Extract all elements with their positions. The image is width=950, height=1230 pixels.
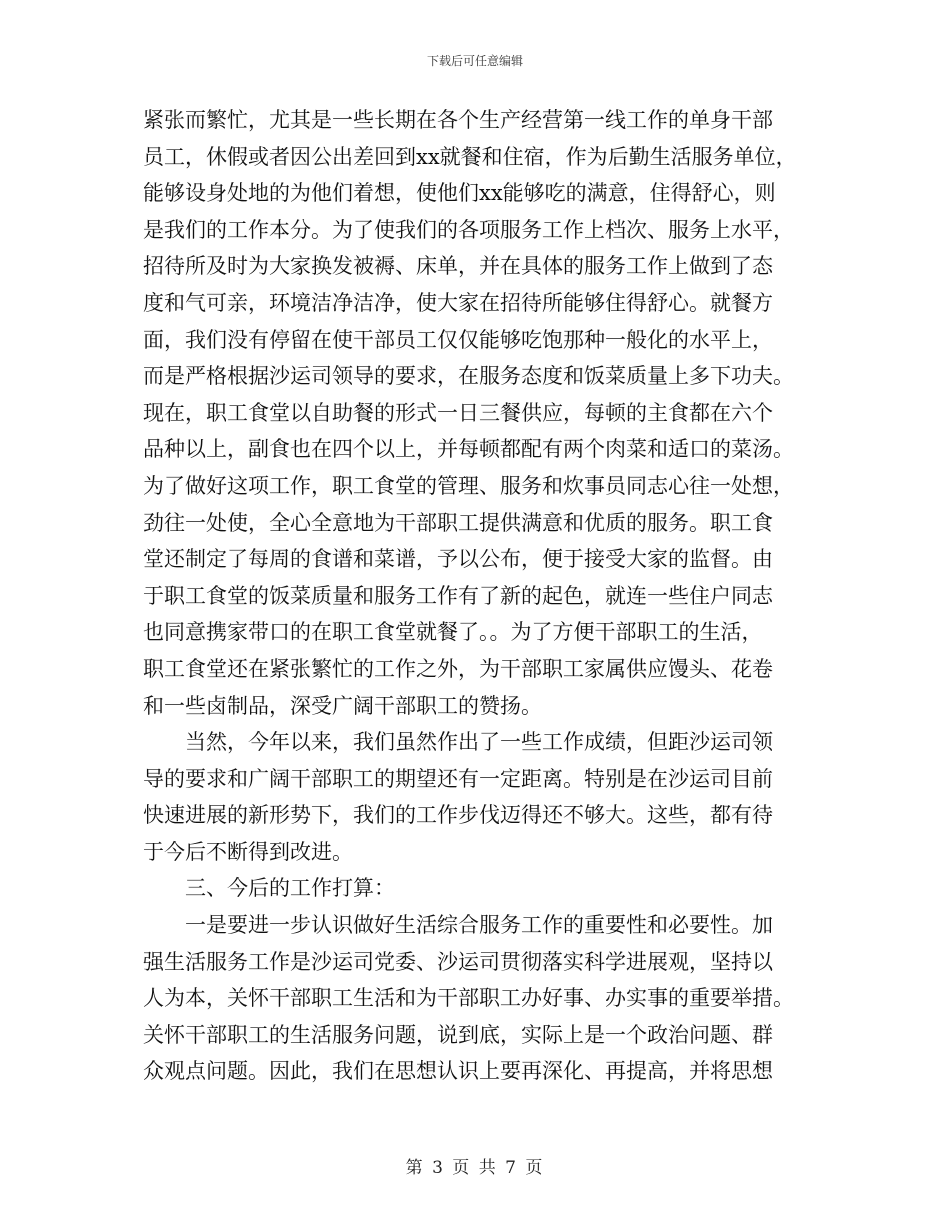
document-body xyxy=(143,102,807,1090)
text-line: 和一些卤制品，深受广阔干部职工的赞扬。 xyxy=(143,693,542,718)
text-line: 员工，休假或者因公出差回到xx就餐和住宿，作为后勤生活服务单位， xyxy=(143,144,797,169)
text-line: 现在，职工食堂以自助餐的形式一日三餐供应，每顿的主食都在六个 xyxy=(143,400,773,425)
text-line: 于职工食堂的饭菜质量和服务工作有了新的起色，就连一些住户同志 xyxy=(143,583,773,608)
text-line: 为了做好这项工作，职工食堂的管理、服务和炊事员同志心往一处想， xyxy=(143,473,794,498)
text-line: 紧张而繁忙，尤其是一些长期在各个生产经营第一线工作的单身干部 xyxy=(143,108,773,132)
page-header: 下载后可任意编辑 xyxy=(426,54,523,68)
text-line: 招待所及时为大家换发被褥、床单，并在具体的服务工作上做到了态 xyxy=(143,254,773,279)
text-line: 于今后不断得到改进。 xyxy=(143,839,353,864)
text-line: 度和气可亲，环境洁净洁净，使大家在招待所能够住得舒心。就餐方 xyxy=(143,290,773,315)
text-line: 品种以上，副食也在四个以上，并每顿都配有两个肉菜和适口的菜汤。 xyxy=(143,437,794,462)
text-line: 劲往一处使，全心全意地为干部职工提供满意和优质的服务。职工食 xyxy=(143,510,773,535)
text-line: 而是严格根据沙运司领导的要求，在服务态度和饭菜质量上多下功夫。 xyxy=(143,364,794,389)
text-line: 三、今后的工作打算： xyxy=(185,876,395,901)
text-line: 强生活服务工作是沙运司党委、沙运司贯彻落实科学进展观，坚持以 xyxy=(143,949,773,974)
text-line: 也同意携家带口的在职工食堂就餐了。。为了方便干部职工的生活， xyxy=(143,620,763,645)
text-line: 众观点问题。因此，我们在思想认识上要再深化、再提高，并将思想 xyxy=(143,1059,773,1084)
text-line: 面，我们没有停留在使干部员工仅仅能够吃饱那种一般化的水平上， xyxy=(143,327,773,352)
text-line: 人为本，关怀干部职工生活和为干部职工办好事、办实事的重要举措。 xyxy=(143,986,794,1011)
text-line: 能够设身处地的为他们着想，使他们xx能够吃的满意，住得舒心，则 xyxy=(143,181,776,206)
text-line: 关怀干部职工的生活服务问题，说到底，实际上是一个政治问题、群 xyxy=(143,1022,773,1047)
page-footer: 第 3 页 共 7 页 xyxy=(405,1158,545,1178)
text-line: 导的要求和广阔干部职工的期望还有一定距离。特别是在沙运司目前 xyxy=(143,766,773,791)
text-line: 当然，今年以来，我们虽然作出了一些工作成绩，但距沙运司领 xyxy=(185,730,773,755)
text-line: 堂还制定了每周的食谱和菜谱，予以公布，便于接受大家的监督。由 xyxy=(143,547,773,572)
text-line: 快速进展的新形势下，我们的工作步伐迈得还不够大。这些，都有待 xyxy=(143,803,773,828)
text-line: 职工食堂还在紧张繁忙的工作之外，为干部职工家属供应馒头、花卷 xyxy=(143,656,773,681)
text-line: 是我们的工作本分。为了使我们的各项服务工作上档次、服务上水平， xyxy=(143,217,794,242)
text-line: 一是要进一步认识做好生活综合服务工作的重要性和必要性。加 xyxy=(185,913,773,938)
